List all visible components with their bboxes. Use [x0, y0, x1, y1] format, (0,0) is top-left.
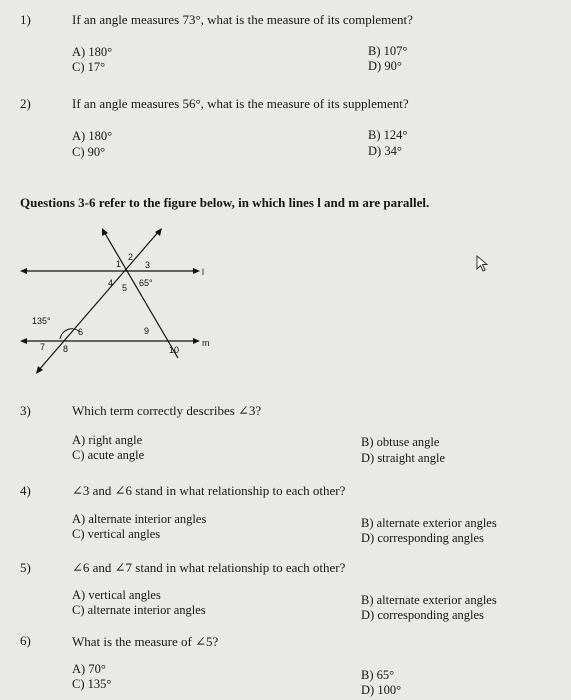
label-angle-65: 65°	[139, 278, 153, 288]
question-5-option-c: C) alternate interior angles	[72, 603, 206, 617]
question-2-number: 2)	[20, 96, 31, 111]
question-2-text: If an angle measures 56°, what is the measure of its supplement?	[72, 96, 409, 111]
question-4-option-a: A) alternate interior angles	[72, 512, 207, 526]
label-angle-5: 5	[122, 283, 128, 293]
question-1-number: 1)	[20, 12, 31, 27]
line-l-arrow-left	[20, 268, 27, 274]
line-l-arrow-right	[193, 268, 200, 274]
transversal-1	[38, 230, 160, 371]
question-6-number: 6)	[20, 633, 31, 648]
question-2-option-b: B) 124°	[368, 128, 408, 142]
label-angle-8: 8	[63, 344, 69, 354]
question-4-text: ∠3 and ∠6 stand in what relationship to each other?	[72, 483, 346, 498]
label-angle-9: 9	[144, 326, 150, 336]
question-5-option-b: B) alternate exterior angles	[361, 593, 497, 607]
line-m-arrow-left	[20, 338, 27, 344]
question-5-option-a: A) vertical angles	[72, 588, 161, 602]
question-5-text: ∠6 and ∠7 stand in what relationship to each other?	[72, 560, 346, 575]
question-1-option-d: D) 90°	[368, 59, 402, 73]
question-5-number: 5)	[20, 560, 31, 575]
transversal-2	[103, 230, 178, 358]
question-6-option-a: A) 70°	[72, 662, 106, 676]
label-angle-135: 135°	[32, 316, 51, 326]
question-5-option-d: D) corresponding angles	[361, 608, 484, 622]
question-2-option-d: D) 34°	[368, 144, 402, 158]
label-angle-2: 2	[128, 252, 134, 262]
label-angle-6: 6	[78, 327, 84, 337]
question-1-option-a: A) 180°	[72, 45, 113, 59]
label-angle-1: 1	[116, 259, 122, 269]
question-4-number: 4)	[20, 483, 31, 498]
label-angle-10: 10	[169, 345, 180, 355]
question-1-option-c: C) 17°	[72, 60, 106, 74]
question-1-text: If an angle measures 73°, what is the measure of its complement?	[72, 12, 413, 27]
question-6-option-d: D) 100°	[361, 683, 402, 697]
mouse-pointer-icon	[476, 255, 490, 273]
question-4-option-b: B) alternate exterior angles	[361, 516, 497, 530]
parallel-lines-figure	[18, 228, 218, 378]
question-4-option-d: D) corresponding angles	[361, 531, 484, 545]
label-line-m: m	[202, 338, 210, 348]
question-6-text: What is the measure of ∠5?	[72, 634, 219, 649]
label-line-l: l	[202, 267, 204, 277]
question-2-option-c: C) 90°	[72, 145, 106, 159]
question-2-option-a: A) 180°	[72, 129, 113, 143]
question-3-option-a: A) right angle	[72, 433, 143, 447]
section-heading: Questions 3-6 refer to the figure below, in which lines l and m are parallel.	[20, 195, 430, 210]
question-3-option-b: B) obtuse angle	[361, 435, 440, 449]
question-6-option-c: C) 135°	[72, 677, 112, 691]
transversal-2-arrow-top	[102, 228, 108, 236]
label-angle-7: 7	[40, 342, 46, 352]
label-angle-3: 3	[145, 260, 151, 270]
question-6-option-b: B) 65°	[361, 668, 395, 682]
question-1-option-b: B) 107°	[368, 44, 408, 58]
label-angle-4: 4	[108, 278, 114, 288]
question-3-number: 3)	[20, 403, 31, 418]
line-m-arrow-right	[193, 338, 200, 344]
question-3-option-d: D) straight angle	[361, 451, 446, 465]
question-3-option-c: C) acute angle	[72, 448, 145, 462]
question-3-text: Which term correctly describes ∠3?	[72, 403, 262, 418]
question-4-option-c: C) vertical angles	[72, 527, 161, 541]
